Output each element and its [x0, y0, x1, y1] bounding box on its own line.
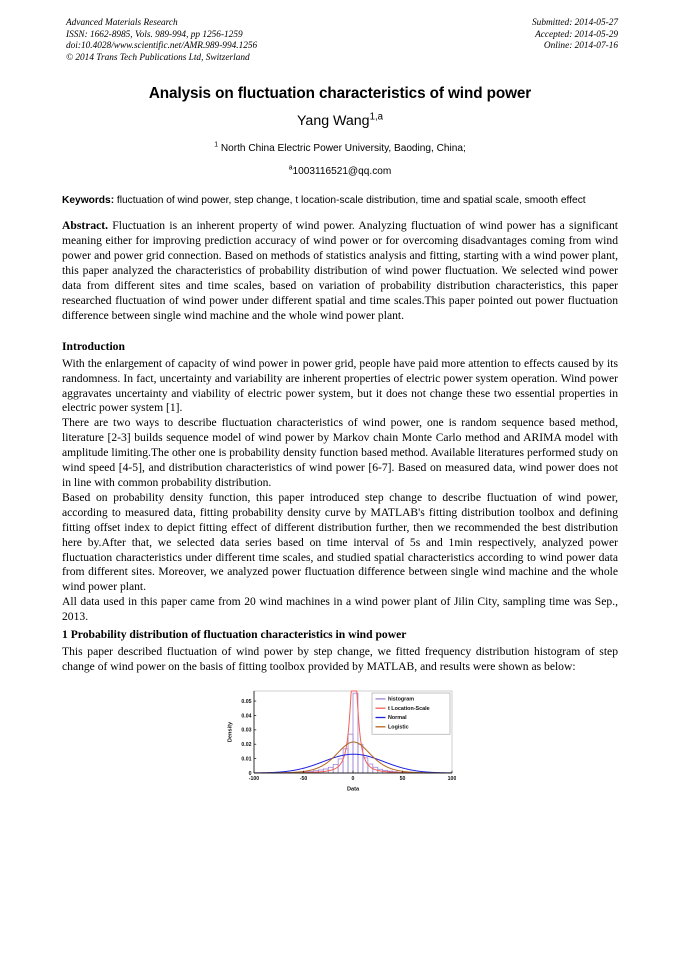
y-tick-label: 0.01 — [241, 756, 252, 763]
journal-header-left — [66, 18, 257, 64]
submitted-date: Submitted: 2014-05-27 — [532, 18, 618, 28]
email-mark: a — [288, 164, 293, 172]
journal-doi: doi:10.4028/www.scientific.net/AMR.989-994.1256 — [66, 41, 258, 52]
y-axis-label: Density — [227, 721, 234, 742]
legend-label: histogram — [388, 696, 415, 703]
density-histogram-chart — [224, 685, 456, 792]
abstract-block — [62, 219, 618, 323]
legend-label: Logistic — [388, 724, 409, 731]
figure-container — [62, 685, 618, 792]
x-axis-label: Data — [346, 786, 360, 792]
keywords-text: fluctuation of wind power, step change, t location-scale distribution, time and spatial scale, smooth effect — [114, 195, 586, 206]
y-tick-label: 0.05 — [241, 698, 252, 705]
accepted-date: Accepted: 2014-05-29 — [535, 29, 618, 40]
email-address: 1003116521@qq.com — [292, 166, 392, 177]
journal-header — [62, 18, 618, 70]
abstract-label: Abstract. — [62, 219, 109, 233]
page-content — [62, 18, 618, 792]
paragraph-intro-4: All data used in this paper came from 20 wind machines in a wind power plant of Jilin City, sampling time was Sep., 2013. — [62, 595, 618, 624]
journal-header-right — [532, 18, 618, 53]
y-tick-label: 0.02 — [241, 742, 252, 749]
author-name: Yang Wang — [297, 113, 370, 129]
y-tick-label: 0.03 — [241, 727, 252, 734]
journal-name: Advanced Materials Research — [66, 18, 178, 28]
email-line — [62, 165, 618, 179]
paragraph-section1-1: This paper described fluctuation of wind power by step change, we fitted frequency distribution histogram of step change of wind power on the basis of fitting toolbox provided by MATLAB, and results were shown as below: — [62, 645, 618, 673]
section-heading-1: 1 Probability distribution of fluctuation characteristics in wind power — [62, 628, 407, 642]
affiliation-mark: 1 — [214, 141, 219, 149]
journal-issn-volume: ISSN: 1662-8985, Vols. 989-994, pp 1256-1259 — [66, 29, 243, 40]
online-date: Online: 2014-07-16 — [543, 41, 618, 52]
author-affiliation-marks: 1,a — [369, 111, 383, 123]
affiliation-text: North China Electric Power University, Baoding, China; — [220, 143, 466, 154]
paragraph-intro-1: With the enlargement of capacity of wind power in power grid, people have paid more attention to effects caused by its randomness. In fact, uncertainty and variability are inherent properties of electric power system operation. Wind power aggravates uncertainty and viability of electric power system, but it does not change these two essential properties in electric power system [1]. — [62, 356, 618, 415]
section-heading-introduction: Introduction — [62, 339, 125, 353]
paper-title: Analysis on fluctuation characteristics of wind power — [148, 85, 532, 102]
chart-legend — [372, 693, 450, 734]
x-tick-label: -100 — [248, 776, 260, 783]
keywords-block — [62, 194, 618, 207]
paragraph-intro-2: There are two ways to describe fluctuation characteristics of wind power, one is random sequence based method, literature [2-3] builds sequence model of wind power by Markov chain Monte Carlo method and ARIMA model with amplitude limiting.The other one is probability density function based method. Available literatures performed study on wind speed [4-5], and distribution characteristics of wind power [6-7]. Based on measured data, wind power does not in line with common probability distribution. — [62, 416, 618, 489]
legend-label: Normal — [388, 714, 407, 721]
keywords-label: Keywords: — [62, 195, 115, 206]
author-line — [62, 112, 618, 130]
y-tick-label: 0.04 — [241, 713, 252, 720]
legend-label: t Location-Scale — [388, 705, 430, 712]
x-tick-label: 0 — [351, 776, 355, 783]
x-tick-label: 100 — [447, 776, 456, 783]
journal-copyright: © 2014 Trans Tech Publications Ltd, Switzerland — [66, 52, 250, 63]
x-tick-label: 50 — [399, 776, 406, 783]
abstract-text: Fluctuation is an inherent property of wind power. Analyzing fluctuation of wind power has a significant meaning either for improving prediction accuracy of wind power or for overcoming disadvantages coming from wind power and power grid connection. Based on methods of statistics analysis and fitting, starting with a wind power plant, this paper analyzed the characteristics of probability distribution of wind power fluctuation. We selected wind power data from different sites and time scales, based on variation of probability distribution characteristics, this paper researched fluctuation of wind power under different spatial and time scales.This paper pointed out power fluctuation difference between single wind machine and the whole wind power plant. — [62, 219, 618, 322]
y-tick-label: 0 — [248, 770, 252, 777]
affiliation-line — [62, 142, 618, 156]
chart-canvas — [224, 685, 456, 792]
paragraph-intro-3: Based on probability density function, this paper introduced step change to describe fluctuation of wind power, according to measured data, fitting probability density curve by MATLAB's fitting distribution toolbox and defining fitting offset index to depict fitting effect of different distribution further, then we recommended the best distribution here by.After that, we selected data series based on time interval of 5s and 1min respectively, analyzed power fluctuation characteristics under different time scales, and studied spatial characteristics according to wind power data from different sites. Moreover, we analyzed power fluctuation difference between single wind machine and the whole wind power plant. — [62, 490, 618, 594]
x-tick-label: -50 — [299, 776, 308, 783]
